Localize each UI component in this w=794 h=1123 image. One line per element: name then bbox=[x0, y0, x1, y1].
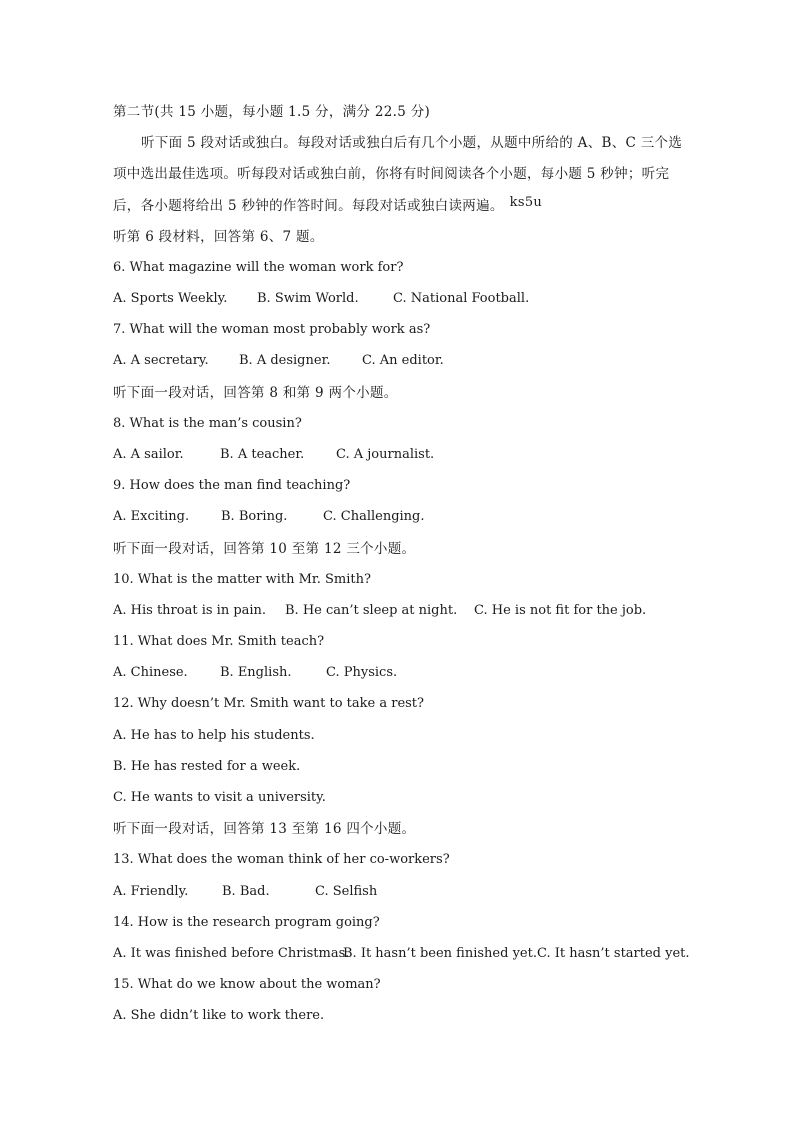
option-a: A. Exciting. bbox=[113, 509, 190, 524]
group-prompt: 听下面一段对话，回答第 8 和第 9 两个小题。 bbox=[113, 385, 398, 401]
option-a: A. Sports Weekly. bbox=[113, 291, 228, 306]
group-prompt: 听下面一段对话，回答第 10 至第 12 三个小题。 bbox=[113, 541, 416, 557]
option-b: B. It hasn’t been finished yet. bbox=[343, 946, 537, 961]
option-c: C. Selfish bbox=[315, 884, 378, 899]
question-stem: 8. What is the man’s cousin? bbox=[113, 416, 302, 431]
option-a: A. A sailor. bbox=[113, 447, 184, 462]
option-c: C. An editor. bbox=[362, 353, 444, 368]
option-a: A. She didn’t like to work there. bbox=[113, 1008, 325, 1023]
option-b: B. A teacher. bbox=[220, 447, 305, 462]
question-stem: 9. How does the man find teaching? bbox=[113, 478, 351, 493]
option-a: A. Chinese. bbox=[113, 665, 188, 680]
option-b: B. He has rested for a week. bbox=[113, 759, 301, 774]
option-c: C. Physics. bbox=[326, 665, 398, 680]
option-a: A. A secretary. bbox=[113, 353, 209, 368]
option-c: C. Challenging. bbox=[323, 509, 425, 524]
option-c: C. It hasn’t started yet. bbox=[537, 946, 690, 961]
option-a: A. It was finished before Christmas. bbox=[113, 946, 350, 961]
question-stem: 13. What does the woman think of her co-workers? bbox=[113, 852, 450, 867]
question-stem: 7. What will the woman most probably work as? bbox=[113, 322, 431, 337]
option-b: B. English. bbox=[220, 665, 292, 680]
instruction-line-3 bbox=[113, 197, 542, 216]
option-b: B. A designer. bbox=[239, 353, 331, 368]
instruction-line-2: 项中选出最佳选项。听每段对话或独白前，你将有时间阅读各个小题，每小题 5 秒钟；听完 bbox=[113, 166, 670, 182]
question-options bbox=[113, 352, 444, 370]
question-stem: 15. What do we know about the woman? bbox=[113, 977, 381, 992]
watermark-text: ks5u bbox=[509, 195, 543, 210]
group-prompt: 听第 6 段材料，回答第 6、7 题。 bbox=[113, 229, 324, 245]
option-a: A. He has to help his students. bbox=[113, 728, 315, 743]
question-stem: 14. How is the research program going? bbox=[113, 915, 380, 930]
question-options bbox=[113, 664, 397, 682]
option-b: B. Swim World. bbox=[257, 291, 359, 306]
option-c: C. He wants to visit a university. bbox=[113, 790, 326, 805]
option-a: A. His throat is in pain. bbox=[113, 603, 267, 618]
section-header: 第二节(共 15 小题，每小题 1.5 分，满分 22.5 分) bbox=[113, 104, 431, 120]
option-c: C. He is not fit for the job. bbox=[474, 603, 647, 618]
option-c: C. A journalist. bbox=[336, 447, 435, 462]
question-stem: 10. What is the matter with Mr. Smith? bbox=[113, 572, 371, 587]
question-options bbox=[113, 883, 377, 901]
instruction-line-1: 听下面 5 段对话或独白。每段对话或独白后有几个小题，从题中所给的 A、B、C 三个选 bbox=[141, 135, 683, 151]
question-options bbox=[113, 508, 425, 526]
option-b: B. Boring. bbox=[221, 509, 288, 524]
question-stem: 11. What does Mr. Smith teach? bbox=[113, 634, 325, 649]
question-options bbox=[113, 945, 690, 963]
instruction-line-3-text: 后，各小题将给出 5 秒钟的作答时间。每段对话或独白读两遍。 bbox=[113, 198, 504, 214]
question-stem: 12. Why doesn’t Mr. Smith want to take a rest? bbox=[113, 696, 424, 711]
group-prompt: 听下面一段对话，回答第 13 至第 16 四个小题。 bbox=[113, 821, 416, 837]
question-stem: 6. What magazine will the woman work for? bbox=[113, 260, 404, 275]
option-b: B. Bad. bbox=[222, 884, 270, 899]
question-options bbox=[113, 446, 434, 464]
question-options bbox=[113, 602, 646, 620]
option-c: C. National Football. bbox=[393, 291, 530, 306]
option-b: B. He can’t sleep at night. bbox=[285, 603, 458, 618]
option-a: A. Friendly. bbox=[113, 884, 189, 899]
question-options bbox=[113, 290, 529, 308]
